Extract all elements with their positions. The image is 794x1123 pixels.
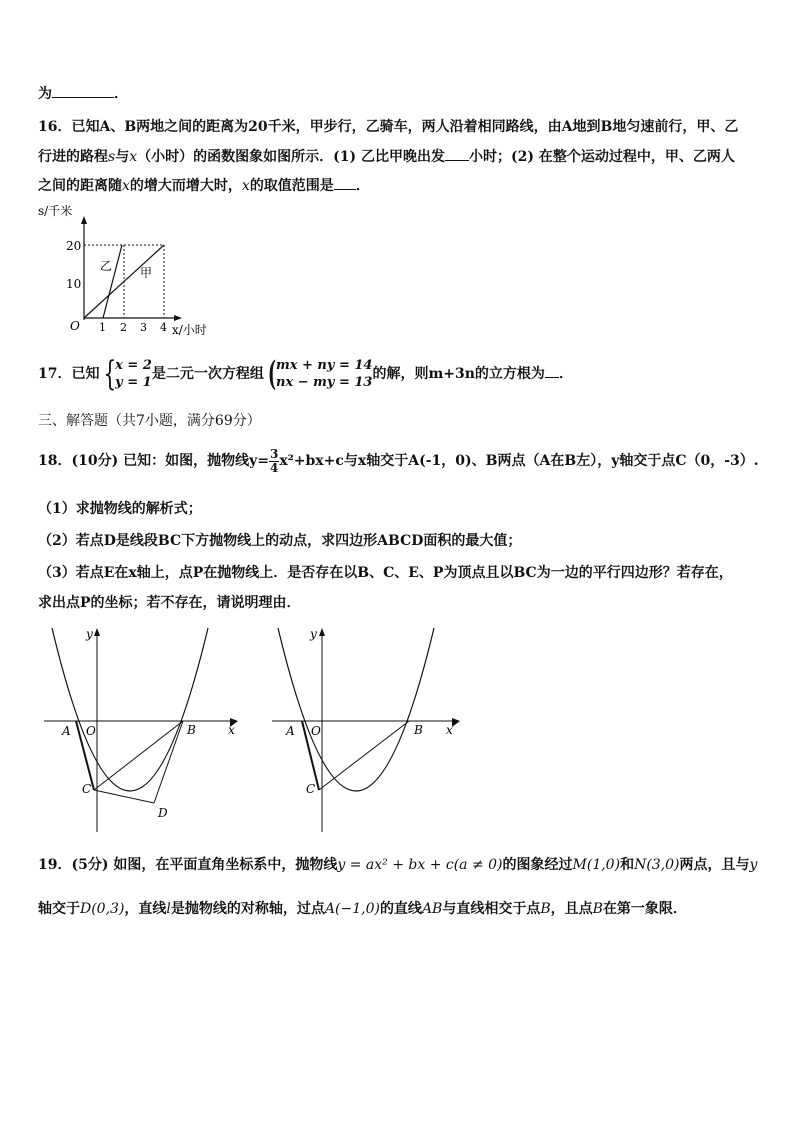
q16-xlabel: x/小时 [172,323,207,337]
frac-den: 4 [269,460,279,475]
q17-solution [115,357,152,391]
q19-line2 [38,900,760,918]
q18-sub3-line1: （3）若点E在x轴上，点P在抛物线上．是否存在以B、C、E、P为顶点且以BC为一边的平行四边形？若存在， [38,565,733,581]
q19-point-B: B [592,901,603,917]
q19-equation: y = ax² + bx + c(a ≠ 0) [337,857,503,873]
q17-text: ． [558,366,573,382]
q19-text: 的直线 [379,901,422,917]
label-y: y [86,627,93,641]
q17-sol-row: x = 2 [115,358,152,373]
q19-point-N: N(3,0) [634,857,680,873]
q19-point-M: M(1,0) [572,857,621,873]
q16-ylabel: s/千米 [38,204,73,218]
label-A: A [286,724,295,738]
label-C: C [82,782,92,796]
label-B: B [187,723,196,737]
q16-text: （小时）的函数图象如图所示．(1) 乙比甲晚出发 [137,149,445,165]
q16-text: 的增大而增大时， [129,178,242,194]
x-tick-3: 3 [140,321,147,334]
q18-line1 [38,444,760,478]
x-tick-4: 4 [160,321,167,334]
q19-point-B: B [540,901,551,917]
segment-CD [94,790,154,803]
q19-line-AB: AB [421,901,443,917]
q18-figure-right [268,624,478,836]
segment-BC [319,721,409,790]
segment-BD [154,721,183,803]
label-x: x [446,723,453,737]
q18-sub2: （2）若点D是线段BC下方抛物线上的动点，求四边形ABCD面积的最大值； [38,533,522,549]
parabola [278,628,434,791]
q16-line2 [38,147,760,166]
q19-text: 19．(5分) 如图，在平面直角坐标系中，抛物线 [38,857,338,873]
q18-text: 18．(10分) 已知：如图，抛物线y= [38,453,269,469]
label-O: O [311,724,321,738]
label-yi: 乙 [100,259,113,273]
q18-fraction [269,448,279,475]
label-y: y [310,627,317,641]
q19-var-y: y [749,857,758,873]
q19-text: 两点，且与 [679,857,750,873]
q17-text: 是二元一次方程组 [151,366,264,382]
section-heading: 三、解答题（共7小题，满分69分） [38,413,261,429]
label-B: B [414,723,423,737]
q19-text: 在第一象限． [602,901,687,917]
y-tick-20: 20 [66,239,82,253]
brace-left-icon: { [103,354,117,394]
label-C: C [306,782,316,796]
q16-text: 小时；(2) 在整个运动过程中，甲、乙两人 [468,149,735,165]
q19-var-l: l [166,901,171,917]
q19-point-A: A(−1,0) [324,901,380,917]
x-axis-arrow-icon [174,315,182,321]
q18-sub1: （1）求抛物线的解析式； [38,501,202,517]
q16-var-x: x [241,178,250,194]
q17-text: 的解，则m+3n的立方根为 [372,366,545,382]
label-x: x [228,723,235,737]
q19-line1 [38,856,760,874]
q16-line1: 16．已知A、B两地之间的距离为20千米，甲步行，乙骑车，两人沿着相同路线，由A地到B地匀速前行，甲、乙 [38,119,739,135]
continued-line-suffix: ． [114,86,128,102]
q16-graph [36,200,226,342]
q16-line3 [38,176,760,195]
q19-text: 和 [620,857,635,873]
q16-text: 之间的距离随 [38,178,122,194]
label-A: A [62,724,71,738]
answer-blank[interactable] [52,84,114,98]
q17-system [276,357,373,391]
parabola [52,628,208,791]
q18-figure-left [40,624,250,836]
x-tick-1: 1 [99,321,106,334]
y-axis-arrow-icon [81,216,87,224]
q19-text: 的图象经过 [502,857,573,873]
q17-sys-row: nx − my = 13 [275,375,373,390]
q16-text: 与 [115,149,130,165]
frac-num: 3 [269,446,279,461]
q16-var-s: s [108,149,116,165]
q19-text: 是抛物线的对称轴，过点 [170,901,325,917]
label-D: D [158,806,168,820]
y-tick-10: 10 [66,277,82,291]
q17-sys-row: mx + ny = 14 [275,358,373,373]
y-axis-arrow-icon [94,628,100,636]
q16-blank-2[interactable] [334,176,356,190]
q17-sol-row: y = 1 [115,375,152,390]
q19-text: 轴交于 [38,901,80,917]
q18-sub3-line2: 求出点P的坐标；若不存在，请说明理由． [38,595,301,611]
origin-label: O [70,319,80,333]
q17-text: 17．已知 [38,366,100,382]
q16-blank-1[interactable] [445,147,469,161]
q16-text: 的取值范围是 [249,178,334,194]
q16-var-x: x [129,149,138,165]
continued-line-prefix: 为 [38,86,52,102]
q19-text: ，且点 [550,901,593,917]
y-axis-arrow-icon [319,628,325,636]
x-tick-2: 2 [120,321,127,334]
line-yi [103,245,122,318]
label-O: O [86,724,96,738]
q19-point-D: D(0,3) [80,901,125,917]
q17-blank[interactable] [545,364,559,378]
q16-text: 行进的路程 [38,149,108,165]
paren-left-icon: ( [267,354,276,394]
q16-text: ． [355,178,370,194]
q16-var-x: x [122,178,130,194]
line-jia [84,245,164,318]
q19-text: ，直线 [124,901,167,917]
q17-line [38,354,760,394]
segment-BC [94,721,183,790]
q18-text: x²+bx+c与x轴交于A(-1，0)、B两点（A在B左），y轴交于点C（0，-3）. [279,453,759,469]
x-axis-arrow-icon [452,718,460,727]
label-jia: 甲 [140,266,153,280]
continued-line [38,84,760,103]
q19-text: 与直线相交于点 [442,901,541,917]
